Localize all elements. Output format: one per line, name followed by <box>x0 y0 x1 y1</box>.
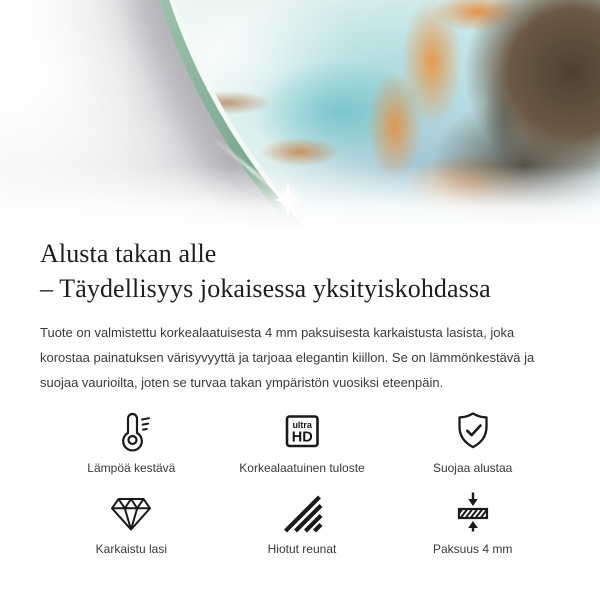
feature-item-polished-edges <box>217 490 388 557</box>
diamond-icon <box>109 490 153 534</box>
feature-label: Hiotut reunat <box>267 542 337 556</box>
feature-item-protects-surface <box>387 409 558 476</box>
shield-check-icon <box>451 409 495 453</box>
feature-item-heat-resistant <box>46 409 217 476</box>
feature-label: Suojaa alustaa <box>432 461 513 475</box>
ultra-hd-icon-text-bottom: HD <box>291 429 313 446</box>
product-description-text: Tuote on valmistettu korkealaatuisesta 4 mm paksuisesta karkaistusta lasista, joka korostaa painatuksen värisyvyyttä ja tarjoaa elegantin kiillon. Se on lämmönkestävä ja suojaa vaurioilta, joten se turvaa takan ympäristön vuosiksi eteenpäin. <box>40 325 535 390</box>
feature-item-print-quality <box>217 409 388 476</box>
feature-label: Korkealaatuinen tuloste <box>239 461 365 475</box>
feature-grid <box>46 409 558 557</box>
product-description-section <box>0 236 600 557</box>
feature-label: Paksuus 4 mm <box>432 542 513 556</box>
ultra-hd-icon <box>280 409 324 453</box>
thickness-icon <box>451 490 495 534</box>
ultra-hd-icon-text-top: ultra <box>292 420 312 430</box>
hero-fade-overlay <box>0 0 600 230</box>
thermometer-icon <box>109 409 153 453</box>
feature-item-tempered-glass <box>46 490 217 557</box>
page-title <box>40 236 564 306</box>
bevelled-edges-icon <box>280 490 324 534</box>
page-title-line2: – Täydellisyys jokaisessa yksityiskohdassa <box>40 274 491 303</box>
product-hero-image <box>0 0 600 230</box>
page-title-line1: Alusta takan alle <box>40 239 217 268</box>
feature-label: Karkaistu lasi <box>95 542 168 556</box>
feature-item-thickness <box>387 490 558 557</box>
feature-label: Lämpöä kestävä <box>87 461 176 475</box>
